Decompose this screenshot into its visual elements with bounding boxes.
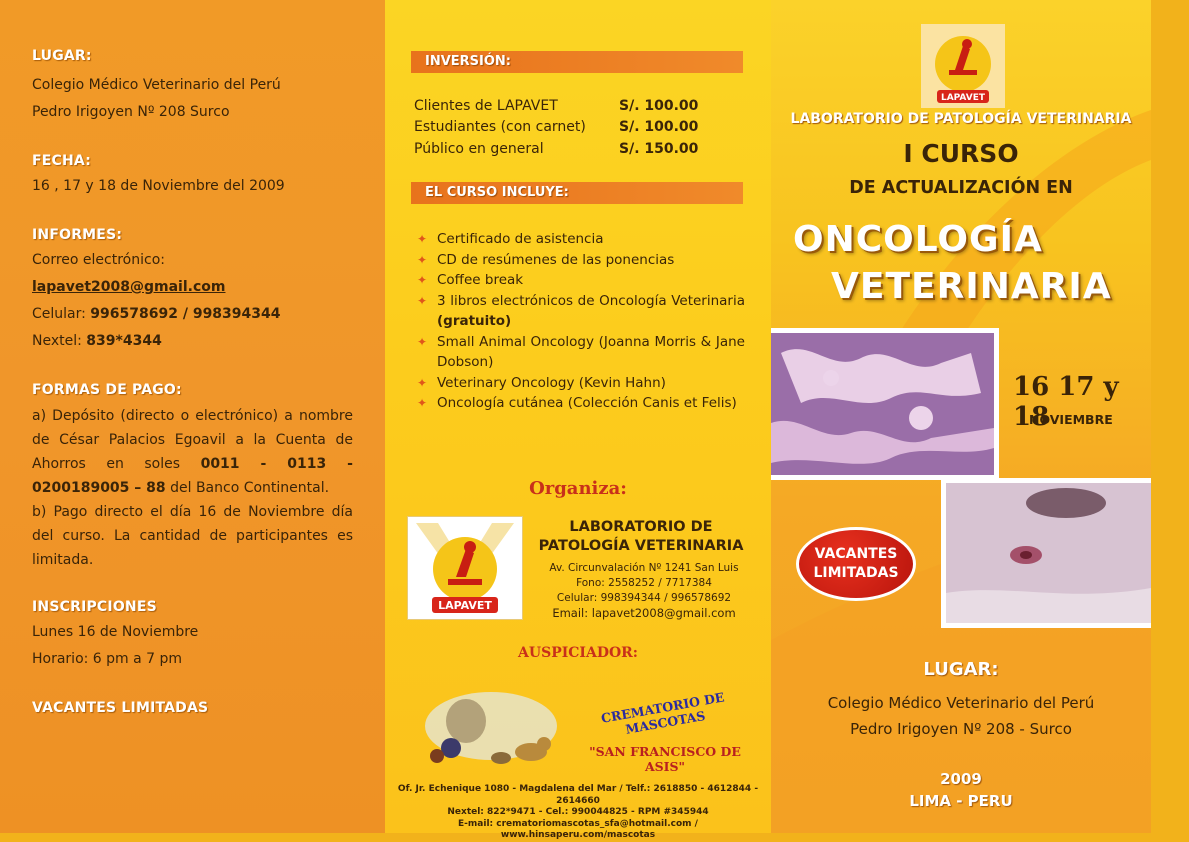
list-item bbox=[415, 332, 745, 373]
nextel-label: Nextel: bbox=[32, 333, 87, 349]
organizer-phone: Fono: 2558252 / 7717384 bbox=[576, 577, 712, 589]
include-text: Veterinary Oncology (Kevin Hahn) bbox=[437, 374, 666, 391]
venue-street: Pedro Irigoyen Nº 208 - Surco bbox=[850, 720, 1072, 738]
histology-photo bbox=[771, 328, 999, 480]
celular-value: 996578692 / 998394344 bbox=[90, 306, 281, 322]
vacantes-badge bbox=[796, 527, 916, 601]
bank-account: 0011 - 0113 - 0200189005 – 88 bbox=[32, 456, 353, 496]
histology-image-icon bbox=[771, 333, 994, 475]
organizer-cell: Celular: 998394344 / 996578692 bbox=[556, 592, 732, 604]
lugar-heading: LUGAR: bbox=[32, 48, 92, 64]
include-text: Oncología cutánea (Colección Canis et Felis) bbox=[437, 395, 737, 411]
nextel-value: 839*4344 bbox=[86, 333, 162, 349]
include-text: Certificado de asistencia bbox=[437, 231, 604, 247]
inscripciones-time: Horario: 6 pm a 7 pm bbox=[32, 651, 183, 667]
event-year-city bbox=[771, 768, 1151, 812]
left-panel bbox=[0, 0, 385, 833]
include-text: CD de resúmenes de las ponencias bbox=[437, 251, 675, 268]
venue-address bbox=[771, 690, 1151, 742]
pago-option-a bbox=[32, 404, 353, 500]
venue-name: Colegio Médico Veterinario del Perú bbox=[827, 694, 1095, 712]
include-text: 3 libros electrónicos de Oncología Veterinaria bbox=[437, 292, 745, 309]
lugar-line-1: Colegio Médico Veterinario del Perú bbox=[32, 77, 281, 93]
organizer-email: Email: lapavet2008@gmail.com bbox=[552, 606, 736, 620]
sponsor-subtitle: "SAN FRANCISCO DE ASIS" bbox=[589, 744, 741, 774]
pago-a-bank: del Banco Continental. bbox=[165, 480, 330, 496]
organizer-address: Av. Circunvalación Nº 1241 San Luis bbox=[549, 562, 739, 574]
event-city: LIMA - PERU bbox=[909, 792, 1013, 810]
price-amount: S/. 100.00 bbox=[619, 98, 699, 114]
nextel-line bbox=[32, 328, 353, 355]
organizer-contact bbox=[535, 561, 753, 621]
vacantes-badge-line-1: VACANTES bbox=[814, 546, 898, 562]
price-amount: S/. 150.00 bbox=[619, 141, 699, 157]
sponsor-contact bbox=[385, 784, 771, 842]
bullet-icon: ✦ bbox=[417, 375, 428, 390]
right-panel bbox=[771, 0, 1151, 833]
includes-list bbox=[415, 229, 745, 414]
lesion-image-icon bbox=[946, 483, 1151, 623]
formas-pago-heading: FORMAS DE PAGO: bbox=[32, 382, 182, 398]
vacantes-heading: VACANTES LIMITADAS bbox=[32, 700, 209, 716]
lapavet-logo bbox=[407, 516, 523, 620]
price-label: Clientes de LAPAVET bbox=[414, 98, 558, 114]
fecha-line: 16 , 17 y 18 de Noviembre del 2009 bbox=[32, 178, 285, 194]
inscripciones-date: Lunes 16 de Noviembre bbox=[32, 624, 199, 640]
inscripciones-heading: INSCRIPCIONES bbox=[32, 599, 157, 615]
list-item bbox=[415, 291, 745, 332]
informes-heading: INFORMES: bbox=[32, 227, 123, 243]
title-veterinaria: VETERINARIA bbox=[831, 266, 1112, 307]
fecha-heading: FECHA: bbox=[32, 153, 92, 169]
event-dates: 16 17 y 18 bbox=[1013, 372, 1119, 432]
sponsor-phones: Nextel: 822*9471 - Cel.: 990044825 - RPM #345944 bbox=[447, 807, 709, 817]
middle-panel bbox=[385, 0, 771, 840]
title-oncologia: ONCOLOGÍA bbox=[793, 219, 1043, 260]
organizer-name bbox=[525, 518, 757, 556]
list-item bbox=[415, 229, 745, 250]
bullet-icon: ✦ bbox=[417, 273, 428, 287]
lugar-heading-right: LUGAR: bbox=[923, 659, 999, 680]
sponsor-address: Of. Jr. Echenique 1080 - Magdalena del Mar / Telf.: 2618850 - 4612844 - 2614660 bbox=[397, 784, 759, 806]
list-item bbox=[415, 373, 745, 394]
inversion-heading: INVERSIÓN: bbox=[411, 51, 743, 73]
bullet-icon: ✦ bbox=[417, 396, 428, 410]
bullet-icon: ✦ bbox=[417, 232, 428, 246]
correo-label: Correo electrónico: bbox=[32, 252, 165, 268]
gratuito-label: (gratuito) bbox=[437, 313, 512, 329]
course-number: I CURSO bbox=[903, 139, 1019, 168]
lab-name: LABORATORIO DE PATOLOGÍA VETERINARIA bbox=[790, 111, 1132, 127]
sponsor-name: CREMATORIO DE MASCOTAS bbox=[599, 689, 726, 737]
price-row bbox=[414, 98, 699, 114]
sponsor-web: E-mail: crematoriomascotas_sfa@hotmail.com / www.hinsaperu.com/mascotas bbox=[458, 818, 698, 840]
lugar-line-2: Pedro Irigoyen Nº 208 Surco bbox=[32, 104, 230, 120]
event-month: NOVIEMBRE bbox=[1029, 412, 1113, 427]
sponsor-illustration bbox=[421, 686, 571, 776]
bullet-icon: ✦ bbox=[417, 334, 428, 349]
price-row bbox=[414, 141, 699, 157]
list-item bbox=[415, 250, 745, 271]
logo-text: LAPAVET bbox=[940, 93, 986, 103]
celular-label: Celular: bbox=[32, 306, 91, 322]
microscope-icon bbox=[408, 517, 522, 619]
price-amount: S/. 100.00 bbox=[619, 119, 699, 135]
incluye-heading: EL CURSO INCLUYE: bbox=[411, 182, 743, 204]
lapavet-logo-right bbox=[921, 24, 1005, 108]
vacantes-badge-line-2: LIMITADAS bbox=[813, 565, 899, 581]
microscope-icon bbox=[921, 24, 1005, 108]
event-year: 2009 bbox=[940, 770, 982, 788]
logo-text: LAPAVET bbox=[438, 599, 492, 612]
price-label: Estudiantes (con carnet) bbox=[414, 119, 586, 135]
price-label: Público en general bbox=[414, 141, 544, 157]
email-link[interactable]: lapavet2008@gmail.com bbox=[32, 279, 226, 295]
list-item bbox=[415, 270, 745, 291]
bullet-icon: ✦ bbox=[417, 293, 428, 308]
course-subtitle: DE ACTUALIZACIÓN EN bbox=[849, 178, 1073, 198]
list-item bbox=[415, 393, 745, 414]
pago-option-b: b) Pago directo el día 16 de Noviembre día del curso. La cantidad de participantes es limitada. bbox=[32, 504, 353, 568]
organizer-name-line-2: PATOLOGÍA VETERINARIA bbox=[538, 538, 744, 554]
include-text: Coffee break bbox=[437, 272, 524, 288]
bullet-icon: ✦ bbox=[417, 252, 428, 267]
organiza-heading: Organiza: bbox=[529, 478, 627, 499]
sponsor-image-icon bbox=[421, 686, 571, 776]
celular-line bbox=[32, 301, 353, 328]
auspiciador-heading: AUSPICIADOR: bbox=[518, 645, 638, 661]
price-row bbox=[414, 119, 699, 135]
organizer-name-line-1: LABORATORIO DE bbox=[569, 519, 713, 535]
include-text: Small Animal Oncology (Joanna Morris & Jane Dobson) bbox=[437, 333, 745, 370]
lesion-photo bbox=[941, 478, 1151, 628]
pago-a-text: a) Depósito (directo o electrónico) a nombre de César Palacios Egoavil a la Cuenta de Ahorros en soles bbox=[32, 408, 353, 472]
